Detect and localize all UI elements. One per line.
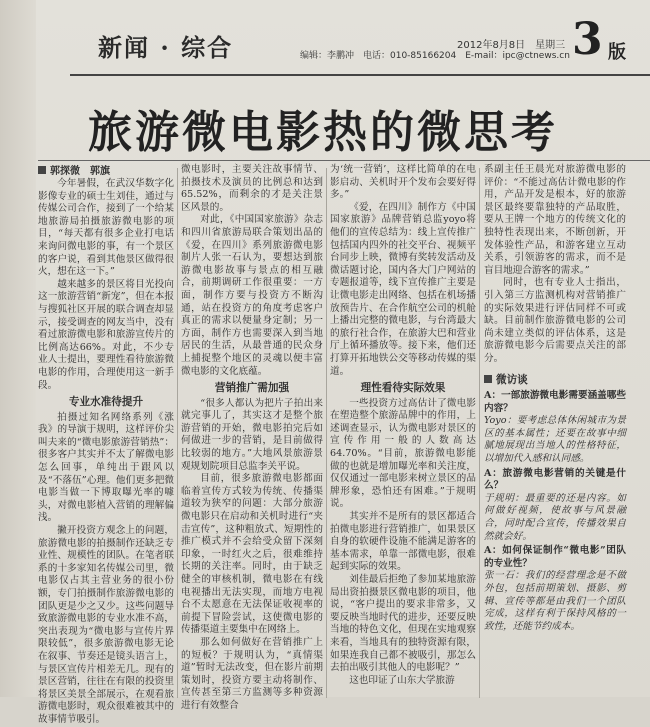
paragraph: 系副主任王晨光对旅游微电影的评价：“不能过高估计微电影的作用，产品开发是根本，好的旅游景区最终要靠独特的产品取胜，要从王牌一个地方的传统文化的独特性表现出来，不断创新，开发体验性产品，和游客建立互动关系，引领游客的需求，而不是盲目地迎合游客的需求。” [484,164,626,276]
paragraph: 那么如何做好在营销推广上的短板？于规明认为，“真情渠道”暂时无法改变，但在影片前期策划时，投资方要主动将制作、宣传甚至第三方监测等多种资源进行有效整合 [181,636,323,711]
paragraph: 对此，《中国国家旅游》杂志和四川省旅游局联合策划出品的《爱，在四川》系列旅游微电影制片人张一石认为，要想达到旅游微电影故事与景点的相互融合，前期调研工作很重要：一方面，制作方要与投资方不断沟通，站在投资方的角度考虑客户真正的需求以便量身定制；另一方面，制作方也需要深入到当地居民的生活，从最普通的民众身上捕捉整个地区的灵魂以便丰富微电影的文化底蕴。 [181,214,323,377]
paragraph: 同时，也有专业人士指出，引入第三方监测机构对营销推广的实际效果进行评估同样不可或缺。目前制作旅游微电影的公司尚未建立类似的评估体系，这是旅游微电影今后需要点关注的部分。 [484,277,626,364]
interview-marker [484,375,492,383]
paragraph: 这也印证了山东大学旅游 [349,674,455,686]
interview-answer: 于规明：最重要的还是内容。如何做好视频，使故事与风景融合，同时配合宣传，传播效果自然就会好。 [484,492,626,542]
paragraph: 目前，很多旅游微电影都面临着宣传方式较为传统、传播渠道较为狭窄的问题：大部分旅游微电影只在启动和关机时进行“夹击宣传”，这种粗放式、短期性的推广模式并不会给受众留下深刻印象，一时红火之后，很难维持长期的关注率。同时，由于缺乏健全的审核机制，微电影在有线电视播出无法实现，而地方电视台不太愿意在无法保证收视率的前提下冒险尝试，这使微电影的传播渠道主要集中在网络上。 [181,473,323,636]
headline-rule [38,160,650,161]
paragraph: 今年暑假，在武汉华数字化影像专业的硕士生刘佳，通过与传媒公司合作，接到了一个给某地旅游局拍摄旅游微电影的项目，“每天都有很多企业打电话来询问微电影的事，有一个景区的客户说，看到其他景区做得很火，想在这一下。” [38,178,174,278]
paragraph: 为‘统一营销’，这样比简单的在电影启动、关机时开个发布会要好得多。” [330,164,476,201]
interview-answer: 张一石：我们的经营理念是不做外包，包括前期策划、摄影、剪辑、宣传等都是由我们一个团队完成，这样有利于保持风格的一致性，还能节约成本。 [484,570,626,632]
article-column-1 [38,178,174,725]
interview-question: A：一部旅游微电影需要涵盖哪些内容？ [484,390,626,414]
section-title: 新闻 · 综合 [98,33,234,62]
interview-answer: Yoyo：要考虑总体休闲城市为景区的基本属性；还要在故事中细腻地展现出当地人的性格特征，以增加代入感和认同感。 [484,415,626,465]
interview-heading [484,374,626,387]
paragraph: 其实并不是所有的景区都适合拍微电影进行营销推广，如果景区自身的软硬件设施不能满足游客的基本需求，单靠一部微电影，很难起到实际的效果。 [330,511,476,573]
column-divider [177,168,178,698]
interview-title: 微访谈 [496,373,528,386]
page-fold-shadow [0,0,36,697]
page-number: 3 [572,14,603,65]
page-label: 版 [608,42,626,63]
article-column-4 [484,164,626,698]
header-rule [70,74,650,76]
column-divider [479,168,480,698]
issue-date: 2012年8月8日 星期三 [457,40,566,51]
interview-question: A：旅游微电影营销的关键是什么？ [484,467,626,492]
paragraph: “很多人都认为把片子拍出来就完事儿了，其实这才是整个旅游营销的开始，微电影拍完后如何做进一步的营销，是目前做得比较弱的地方。”大地风景旅游景观规划院项目总监李关平说。 [181,397,323,472]
paragraph: 撇开投资方观念上的问题，旅游微电影的拍摄制作还缺乏专业性、规模性的团队。在笔者联系的十多家知名传媒公司里，微电影仅占其主营业务的很小份额，专门拍摄制作旅游微电影的团队更是少之又少。这些问题导致旅游微电影的专业水准不高，突出表现为“微电影与宣传片界限较低”，很多旅游微电影无论在叙事、节奏还是镜头语言上，与景区宣传片相差无几。现有的景区营销，往往在有限的投资里将景区美景全部展示，在观看旅游微电影时，观众很难被其中的故事情节吸引。 [38,525,174,725]
article-column-3 [330,164,476,698]
paragraph: 微电影时，主要关注故事情节、拍摄技术及演员的比例总和达到65.52%，而剩余的才是关注景区风景的。 [181,164,323,213]
subheading: 营销推广需加强 [214,382,290,395]
subheading: 理性看待实际效果 [360,382,446,395]
article-column-2 [181,164,323,711]
paragraph: 一些投资方过高估计了微电影在塑造整个旅游品牌中的作用，上述调查显示，认为微电影对景区的宣传作用一般的人数高达64.70%。“目前，旅游微电影能做的也就是增加曝光率和关注度，仅仅通过一部电影来树立景区的品牌形象，恐怕还有困难。”于规明说。 [330,397,476,510]
article-headline: 旅游微电影热的微思考 [88,107,558,158]
page-header [0,0,650,78]
byline [38,162,110,177]
byline-marker [38,166,46,174]
paragraph: 刘佳最后拒绝了参加某地旅游局出资拍摄景区微电影的项目，他说，“客户提出的要求非常多，又要反映当地时代的进步，还要反映当地的特色文化，但现在实地观察来看，当地具有的独特资源有限，如果连我自己都不被吸引，那怎么去拍出吸引其他人的电影呢？” [330,574,476,674]
interview-question: A：如何保证制作“微电影”团队的专业性？ [484,545,626,569]
byline-authors: 郭探微 郭旗 [50,166,110,177]
paragraph: 越来越多的景区将目光投向这一旅游营销“新宠”，但在本报与搜狐社区开展的联合调查却显示，接受调查的网友当中，没有看过旅游微电影和旅游宣传片的比例高达66%。对此，不少专业人士提出，要理性看待旅游微电影的作用，合理使用这一新手段。 [38,278,174,391]
paragraph: 《爱，在四川》制作方《中国国家旅游》品牌营销总监yoyo将他们的宣传总结为：线上宣传推广包括国内四外的社交平台、视频平台同步上映，微博有奖转发活动及微话题讨论，国内各大门户网站的专题报道等，线下宣传推广主要是让微电影走出网络、包括在机场播放预告片、在合作航空公司的机舱上播出完整的微电影，与台湾最大的旅行社合作，在旅游大巴和营业厅上循环播放等。接下来，他们还打算开拓地铁公交等移动传媒的渠道。 [330,201,476,377]
column-divider [326,168,327,698]
paragraph: 拍摄过知名网络系列《涨我》的导演于规明，这样评价尖叫夫来的“微电影旅游营销热”：很多客户其实并不太了解微电影怎么回事，单纯出于跟风以及“不落伍”心理。他们更多把微电影当做一下博取曝光率的噱头，对微电影植入营销的理解偏浅。 [38,411,174,524]
subheading: 专业水准待提升 [68,396,144,409]
editor-contact: 编辑：李鹏冲 电话：010-85166204 E-mail：ipc@ctnews.cn [300,51,570,61]
